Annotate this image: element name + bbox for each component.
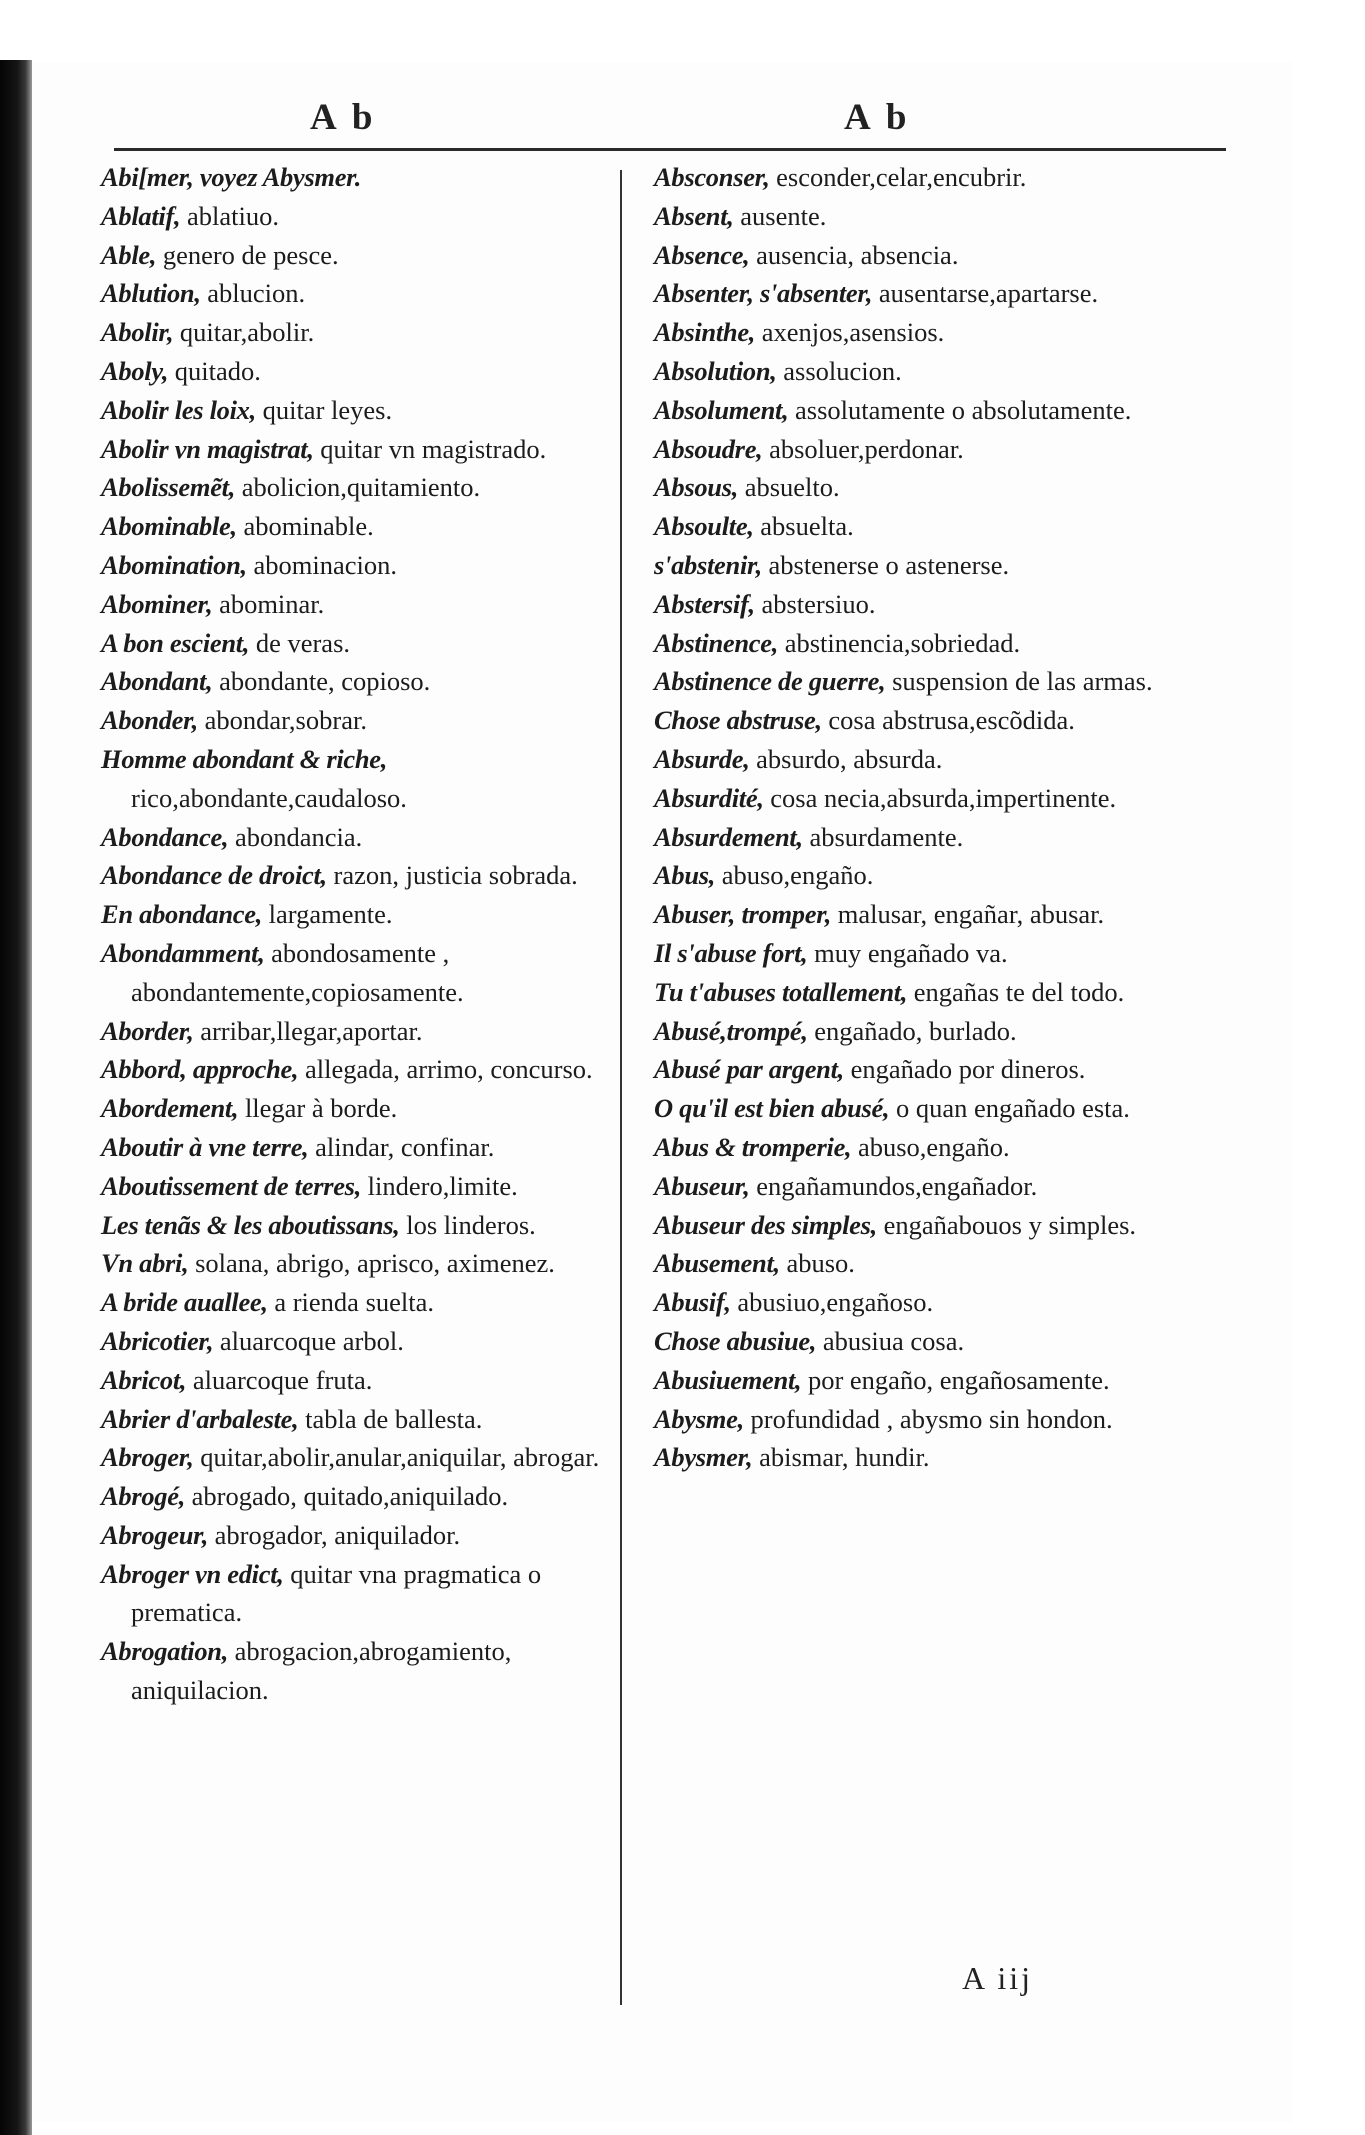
entry-headword: Abondamment, bbox=[101, 937, 265, 968]
entry-gloss: solana, abrigo, aprisco, aximenez. bbox=[195, 1248, 555, 1279]
entry-headword: Abolir, bbox=[101, 317, 174, 348]
entry-gloss: abusiua cosa. bbox=[822, 1325, 965, 1356]
running-head-right: A b bbox=[844, 97, 911, 138]
dictionary-entry bbox=[654, 352, 1224, 391]
dictionary-entry bbox=[101, 1477, 621, 1516]
entry-gloss: abominacion. bbox=[253, 549, 398, 580]
entry-gloss: suspension de las armas. bbox=[892, 666, 1153, 697]
entry-gloss: engañado por dineros. bbox=[850, 1054, 1086, 1085]
entry-gloss: abrogador, aniquilador. bbox=[214, 1519, 461, 1550]
entry-gloss: alindar, confinar. bbox=[315, 1131, 495, 1162]
dictionary-entry bbox=[101, 662, 621, 701]
dictionary-entry bbox=[654, 468, 1224, 507]
dictionary-entry bbox=[654, 1438, 1224, 1477]
entry-headword: Chose abstruse, bbox=[654, 705, 822, 736]
entry-gloss: engañabouos y simples. bbox=[883, 1209, 1137, 1240]
entry-headword: Absolution, bbox=[654, 355, 777, 386]
entry-gloss: muy engañado va. bbox=[814, 937, 1008, 968]
entry-gloss: abstinencia,sobriedad. bbox=[784, 627, 1021, 658]
dictionary-entry bbox=[654, 236, 1224, 275]
entry-headword: Tu t'abuses totallement, bbox=[654, 976, 908, 1007]
dictionary-page bbox=[32, 62, 1292, 2122]
entry-gloss: absuelta. bbox=[760, 511, 854, 542]
entry-gloss: assolucion. bbox=[783, 355, 902, 386]
entry-gloss: quitado. bbox=[174, 355, 261, 386]
dictionary-entry bbox=[101, 1206, 621, 1245]
entry-gloss: o quan engañado esta. bbox=[895, 1093, 1130, 1124]
dictionary-entry bbox=[654, 624, 1224, 663]
dictionary-entry bbox=[654, 740, 1224, 779]
entry-headword: Abstersif, bbox=[654, 588, 755, 619]
dictionary-entry bbox=[654, 818, 1224, 857]
right-column bbox=[654, 158, 1224, 1477]
entry-gloss: abondar,sobrar. bbox=[204, 705, 367, 736]
entry-headword: Absurde, bbox=[654, 743, 750, 774]
entry-gloss: allegada, arrimo, concurso. bbox=[304, 1054, 593, 1085]
entry-headword: Absous, bbox=[654, 472, 739, 503]
dictionary-entry bbox=[654, 1322, 1224, 1361]
entry-headword: Abuser, tromper, bbox=[654, 899, 832, 930]
dictionary-entry bbox=[101, 1438, 621, 1477]
entry-gloss: malusar, engañar, abusar. bbox=[837, 899, 1105, 930]
entry-gloss: quitar vn magistrado. bbox=[320, 433, 547, 464]
dictionary-entry bbox=[101, 1400, 621, 1439]
dictionary-entry bbox=[101, 274, 621, 313]
entry-gloss: aluarcoque fruta. bbox=[192, 1364, 373, 1395]
entry-headword: Chose abusiue, bbox=[654, 1325, 817, 1356]
entry-gloss: esconder,celar,encubrir. bbox=[776, 162, 1027, 192]
dictionary-entry bbox=[654, 701, 1224, 740]
dictionary-entry bbox=[101, 468, 621, 507]
dictionary-entry bbox=[101, 1322, 621, 1361]
entry-headword: Abysmer, bbox=[654, 1442, 753, 1473]
dictionary-entry bbox=[101, 818, 621, 857]
entry-headword: Abi[mer, voyez Abysmer. bbox=[101, 162, 362, 192]
dictionary-entry bbox=[101, 236, 621, 275]
entry-gloss: abusiuo,engañoso. bbox=[737, 1287, 934, 1318]
running-head-left: A b bbox=[310, 97, 377, 138]
entry-gloss: abrogado, quitado,aniquilado. bbox=[191, 1481, 509, 1512]
dictionary-entry bbox=[654, 662, 1224, 701]
entry-gloss: llegar à borde. bbox=[244, 1093, 398, 1124]
entry-gloss: quitar,abolir. bbox=[179, 317, 315, 348]
entry-gloss: los linderos. bbox=[406, 1209, 536, 1240]
entry-headword: Abordement, bbox=[101, 1093, 239, 1124]
entry-headword: En abondance, bbox=[101, 899, 263, 930]
dictionary-entry bbox=[654, 1128, 1224, 1167]
dictionary-entry bbox=[654, 1089, 1224, 1128]
entry-gloss: genero de pesce. bbox=[162, 239, 339, 270]
entry-gloss: abismar, hundir. bbox=[759, 1442, 930, 1473]
entry-gloss: engañamundos,engañador. bbox=[756, 1170, 1038, 1201]
entry-headword: Absurdement, bbox=[654, 821, 803, 852]
entry-headword: Abuseur, bbox=[654, 1170, 750, 1201]
entry-gloss: abondancia. bbox=[234, 821, 363, 852]
dictionary-entry bbox=[101, 546, 621, 585]
entry-headword: Aboutir à vne terre, bbox=[101, 1131, 309, 1162]
entry-headword: s'abstenir, bbox=[654, 549, 762, 580]
dictionary-entry bbox=[101, 197, 621, 236]
dictionary-entry bbox=[654, 895, 1224, 934]
entry-headword: Ablatif, bbox=[101, 200, 181, 231]
entry-gloss: assolutamente o absolutamente. bbox=[795, 394, 1132, 425]
dictionary-entry bbox=[101, 585, 621, 624]
dictionary-entry bbox=[654, 856, 1224, 895]
dictionary-entry bbox=[654, 391, 1224, 430]
entry-gloss: quitar,abolir,anular,aniquilar, abrogar. bbox=[200, 1442, 600, 1473]
entry-gloss: aluarcoque arbol. bbox=[219, 1325, 404, 1356]
entry-headword: Abolir vn magistrat, bbox=[101, 433, 314, 464]
entry-gloss: razon, justicia sobrada. bbox=[333, 860, 578, 891]
entry-headword: Abrier d'arbaleste, bbox=[101, 1403, 299, 1434]
entry-headword: Absconser, bbox=[654, 162, 770, 192]
dictionary-entry bbox=[101, 1012, 621, 1051]
entry-gloss: abuso,engaño. bbox=[857, 1131, 1010, 1162]
entry-gloss: engañado, burlado. bbox=[814, 1015, 1017, 1046]
entry-headword: Aboly, bbox=[101, 355, 169, 386]
dictionary-entry bbox=[101, 352, 621, 391]
dictionary-entry bbox=[101, 158, 621, 197]
entry-headword: Abominable, bbox=[101, 511, 237, 542]
entry-headword: Abolir les loix, bbox=[101, 394, 256, 425]
signature-mark: A iij bbox=[962, 1960, 1034, 1996]
entry-gloss: profundidad , abysmo sin hondon. bbox=[750, 1403, 1113, 1434]
dictionary-entry bbox=[654, 779, 1224, 818]
entry-gloss: abondante, copioso. bbox=[219, 666, 431, 697]
dictionary-entry bbox=[101, 1283, 621, 1322]
entry-headword: Les tenãs & les aboutissans, bbox=[101, 1209, 400, 1240]
dictionary-entry bbox=[101, 1089, 621, 1128]
entry-headword: Abbord, approche, bbox=[101, 1054, 299, 1085]
entry-headword: Abus, bbox=[654, 860, 716, 891]
entry-gloss: tabla de ballesta. bbox=[305, 1403, 483, 1434]
entry-gloss: abominar. bbox=[219, 588, 325, 619]
entry-gloss: quitar vna pragmatica o prematica. bbox=[131, 1558, 542, 1628]
entry-headword: Abstinence, bbox=[654, 627, 779, 658]
dictionary-entry bbox=[654, 1206, 1224, 1245]
entry-headword: Abrogation, bbox=[101, 1636, 229, 1667]
dictionary-entry bbox=[101, 856, 621, 895]
entry-headword: Abrogeur, bbox=[101, 1519, 209, 1550]
entry-headword: Abricot, bbox=[101, 1364, 187, 1395]
entry-gloss: abuso,engaño. bbox=[721, 860, 874, 891]
entry-headword: Absence, bbox=[654, 239, 750, 270]
entry-headword: Homme abondant & riche, bbox=[101, 743, 388, 774]
entry-headword: Il s'abuse fort, bbox=[654, 937, 808, 968]
entry-headword: Abondant, bbox=[101, 666, 213, 697]
entry-headword: Able, bbox=[101, 239, 157, 270]
entry-gloss: ausentarse,apartarse. bbox=[878, 278, 1099, 309]
dictionary-entry bbox=[101, 1244, 621, 1283]
dictionary-entry bbox=[654, 1361, 1224, 1400]
entry-headword: Aborder, bbox=[101, 1015, 194, 1046]
dictionary-entry bbox=[654, 274, 1224, 313]
dictionary-entry bbox=[101, 1555, 621, 1633]
entry-gloss: abolicion,quitamiento. bbox=[241, 472, 481, 503]
entry-headword: Abondance de droict, bbox=[101, 860, 327, 891]
dictionary-entry bbox=[101, 1167, 621, 1206]
entry-headword: Abusiuement, bbox=[654, 1364, 802, 1395]
dictionary-entry bbox=[654, 507, 1224, 546]
entry-gloss: cosa necia,absurda,impertinente. bbox=[770, 782, 1117, 813]
entry-gloss: ablatiuo. bbox=[186, 200, 279, 231]
dictionary-entry bbox=[654, 973, 1224, 1012]
entry-headword: Absenter, s'absenter, bbox=[654, 278, 873, 309]
dictionary-entry bbox=[101, 701, 621, 740]
dictionary-entry bbox=[101, 624, 621, 663]
dictionary-entry bbox=[654, 197, 1224, 236]
dictionary-entry bbox=[654, 1400, 1224, 1439]
entry-headword: Abominer, bbox=[101, 588, 213, 619]
entry-headword: Abolissemẽt, bbox=[101, 472, 236, 503]
header-rule bbox=[114, 148, 1226, 151]
dictionary-entry bbox=[654, 1050, 1224, 1089]
entry-gloss: largamente. bbox=[268, 899, 393, 930]
dictionary-entry bbox=[101, 740, 621, 818]
entry-headword: Abusif, bbox=[654, 1287, 731, 1318]
entry-headword: Absent, bbox=[654, 200, 734, 231]
dictionary-entry bbox=[101, 430, 621, 469]
entry-headword: Abricotier, bbox=[101, 1325, 214, 1356]
dictionary-entry bbox=[654, 1283, 1224, 1322]
entry-headword: Abroger vn edict, bbox=[101, 1558, 284, 1589]
entry-headword: Absolument, bbox=[654, 394, 789, 425]
dictionary-entry bbox=[101, 1361, 621, 1400]
entry-headword: Abondance, bbox=[101, 821, 229, 852]
entry-headword: Abusé,trompé, bbox=[654, 1015, 808, 1046]
dictionary-entry bbox=[654, 546, 1224, 585]
entry-headword: Abusé par argent, bbox=[654, 1054, 845, 1085]
entry-gloss: abominable. bbox=[243, 511, 374, 542]
entry-gloss: abrogacion,abrogamiento, aniquilacion. bbox=[131, 1636, 512, 1706]
entry-headword: Aboutissement de terres, bbox=[101, 1170, 362, 1201]
entry-headword: Absoulte, bbox=[654, 511, 754, 542]
entry-headword: Absurdité, bbox=[654, 782, 764, 813]
dictionary-entry bbox=[101, 391, 621, 430]
entry-gloss: quitar leyes. bbox=[262, 394, 393, 425]
dictionary-entry bbox=[654, 1012, 1224, 1051]
entry-gloss: abstersiuo. bbox=[761, 588, 876, 619]
entry-headword: A bride auallee, bbox=[101, 1287, 268, 1318]
dictionary-entry bbox=[101, 895, 621, 934]
dictionary-entry bbox=[654, 313, 1224, 352]
entry-gloss: abondosamente , abondantemente,copiosamente. bbox=[131, 937, 464, 1007]
dictionary-entry bbox=[654, 934, 1224, 973]
entry-gloss: ausencia, absencia. bbox=[756, 239, 959, 270]
entry-gloss: abstenerse o astenerse. bbox=[768, 549, 1010, 580]
entry-headword: Abusement, bbox=[654, 1248, 780, 1279]
entry-headword: Abonder, bbox=[101, 705, 199, 736]
entry-gloss: a rienda suelta. bbox=[274, 1287, 435, 1318]
entry-headword: Ablution, bbox=[101, 278, 201, 309]
entry-headword: Abrogé, bbox=[101, 1481, 186, 1512]
entry-headword: Absoudre, bbox=[654, 433, 763, 464]
entry-headword: A bon escient, bbox=[101, 627, 250, 658]
entry-gloss: ausente. bbox=[740, 200, 827, 231]
entry-headword: Abuseur des simples, bbox=[654, 1209, 877, 1240]
entry-gloss: abuso. bbox=[786, 1248, 855, 1279]
entry-gloss: de veras. bbox=[255, 627, 351, 658]
entry-headword: Abysme, bbox=[654, 1403, 744, 1434]
dictionary-entry bbox=[101, 1632, 621, 1710]
entry-gloss: rico,abondante,caudaloso. bbox=[131, 782, 407, 813]
scan-binding-shadow bbox=[0, 60, 32, 2135]
entry-gloss: absuelto. bbox=[744, 472, 840, 503]
entry-gloss: axenjos,asensios. bbox=[761, 317, 945, 348]
entry-gloss: ablucion. bbox=[207, 278, 306, 309]
entry-headword: O qu'il est bien abusé, bbox=[654, 1093, 890, 1124]
dictionary-entry bbox=[101, 934, 621, 1012]
entry-gloss: absoluer,perdonar. bbox=[769, 433, 964, 464]
entry-gloss: absurdo, absurda. bbox=[756, 743, 943, 774]
dictionary-entry bbox=[101, 1128, 621, 1167]
entry-gloss: lindero,limite. bbox=[367, 1170, 518, 1201]
dictionary-entry bbox=[101, 313, 621, 352]
entry-headword: Abus & tromperie, bbox=[654, 1131, 852, 1162]
entry-headword: Vn abri, bbox=[101, 1248, 189, 1279]
entry-gloss: absurdamente. bbox=[809, 821, 964, 852]
entry-gloss: por engaño, engañosamente. bbox=[807, 1364, 1110, 1395]
entry-gloss: cosa abstrusa,escõdida. bbox=[828, 705, 1075, 736]
left-column bbox=[101, 158, 621, 1710]
dictionary-entry bbox=[101, 507, 621, 546]
dictionary-entry bbox=[101, 1516, 621, 1555]
entry-headword: Abroger, bbox=[101, 1442, 194, 1473]
entry-headword: Abomination, bbox=[101, 549, 247, 580]
entry-headword: Absinthe, bbox=[654, 317, 756, 348]
entry-headword: Abstinence de guerre, bbox=[654, 666, 886, 697]
dictionary-entry bbox=[654, 430, 1224, 469]
dictionary-entry bbox=[654, 158, 1224, 197]
dictionary-entry bbox=[654, 1244, 1224, 1283]
dictionary-entry bbox=[101, 1050, 621, 1089]
dictionary-entry bbox=[654, 585, 1224, 624]
entry-gloss: arribar,llegar,aportar. bbox=[200, 1015, 423, 1046]
entry-gloss: engañas te del todo. bbox=[913, 976, 1125, 1007]
dictionary-entry bbox=[654, 1167, 1224, 1206]
